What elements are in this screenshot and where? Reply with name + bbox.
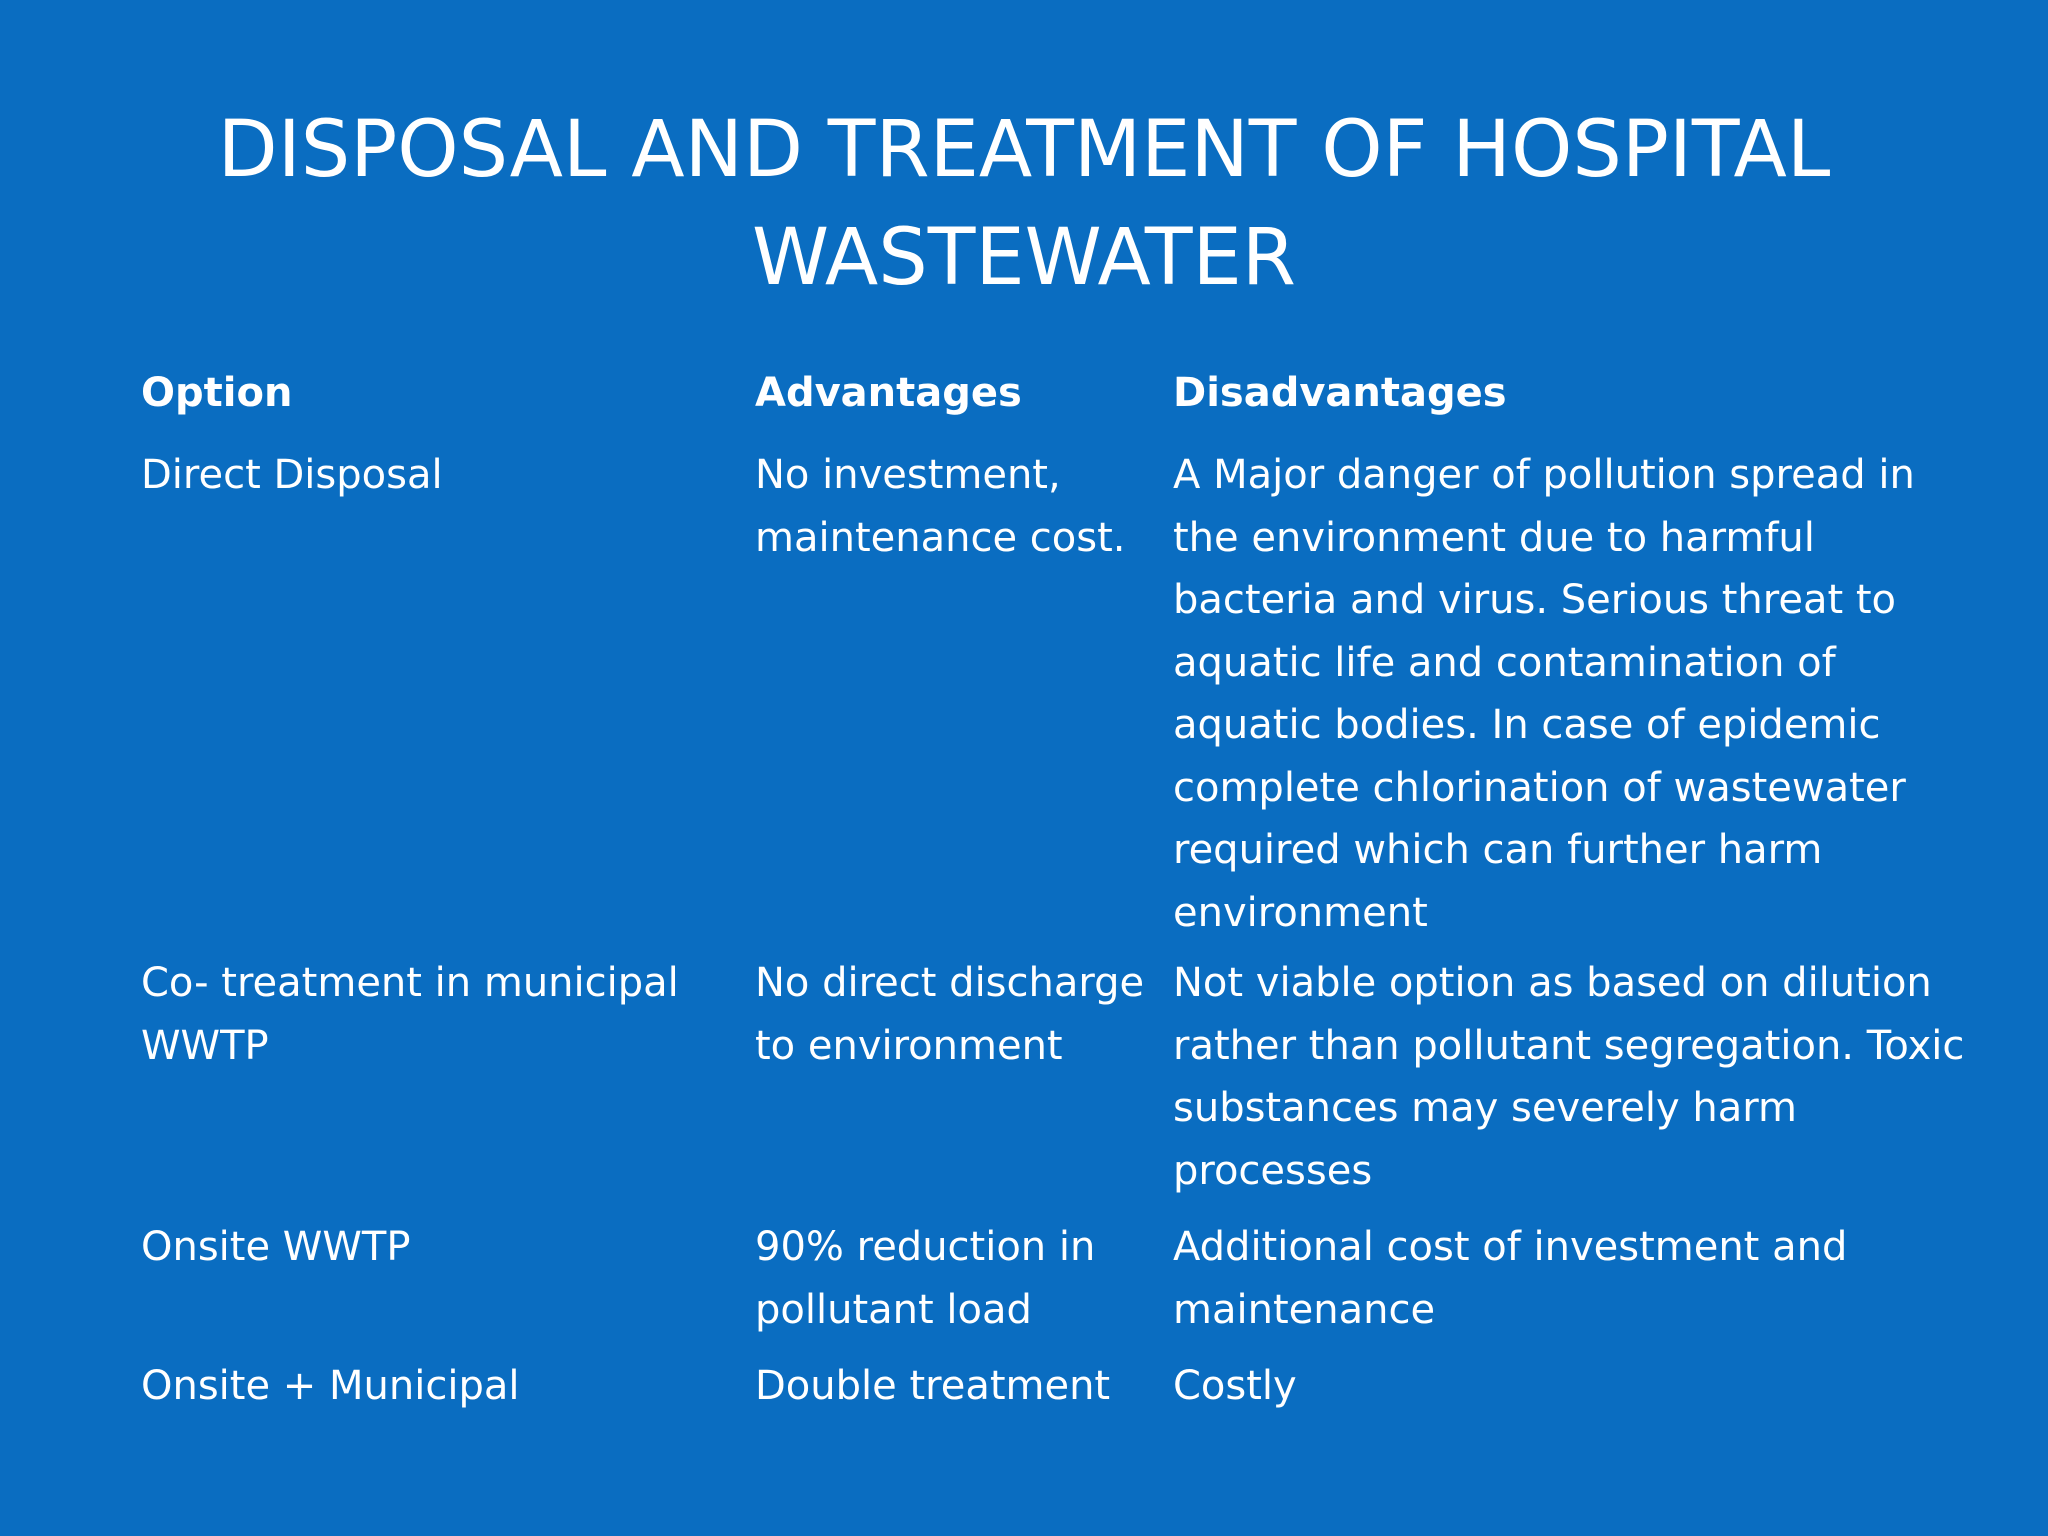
- cell-disadvantages: Costly: [1173, 1363, 1297, 1409]
- cell-option: Onsite + Municipal: [141, 1363, 520, 1409]
- cell-option: Co- treatment in municipal WWTP: [141, 960, 679, 1069]
- slide-title-line-1: DISPOSAL AND TREATMENT OF HOSPITAL: [217, 105, 1831, 195]
- options-comparison-table: [141, 362, 1971, 1418]
- cell-disadvantages: A Major danger of pollution spread in the environment due to harmful bacteria and virus. Serious threat to aquatic life and contamination of aquatic bodies. In case of epidemic complete chlorination of wastewater required which can further harm environment: [1173, 452, 1915, 936]
- cell-advantages: No investment, maintenance cost.: [755, 452, 1126, 561]
- table-row: [141, 1355, 1971, 1418]
- table-row: [141, 1216, 1971, 1355]
- cell-advantages: Double treatment: [755, 1363, 1111, 1409]
- table-row: [141, 952, 1971, 1216]
- table-row: [141, 442, 1971, 952]
- cell-advantages: 90% reduction in pollutant load: [755, 1224, 1096, 1333]
- cell-option: Onsite WWTP: [141, 1224, 411, 1270]
- cell-disadvantages: Not viable option as based on dilution rather than pollutant segregation. Toxic substances may severely harm processes: [1173, 960, 1965, 1194]
- cell-option: Direct Disposal: [141, 452, 443, 498]
- header-disadvantages: Disadvantages: [1173, 370, 1507, 416]
- cell-advantages: No direct discharge to environment: [755, 960, 1145, 1069]
- header-advantages: Advantages: [755, 370, 1022, 416]
- cell-disadvantages: Additional cost of investment and maintenance: [1173, 1224, 1848, 1333]
- slide-title: [0, 96, 2048, 312]
- table-header-row: [141, 362, 1971, 442]
- header-option: Option: [141, 370, 293, 416]
- slide-title-line-2: WASTEWATER: [752, 213, 1296, 303]
